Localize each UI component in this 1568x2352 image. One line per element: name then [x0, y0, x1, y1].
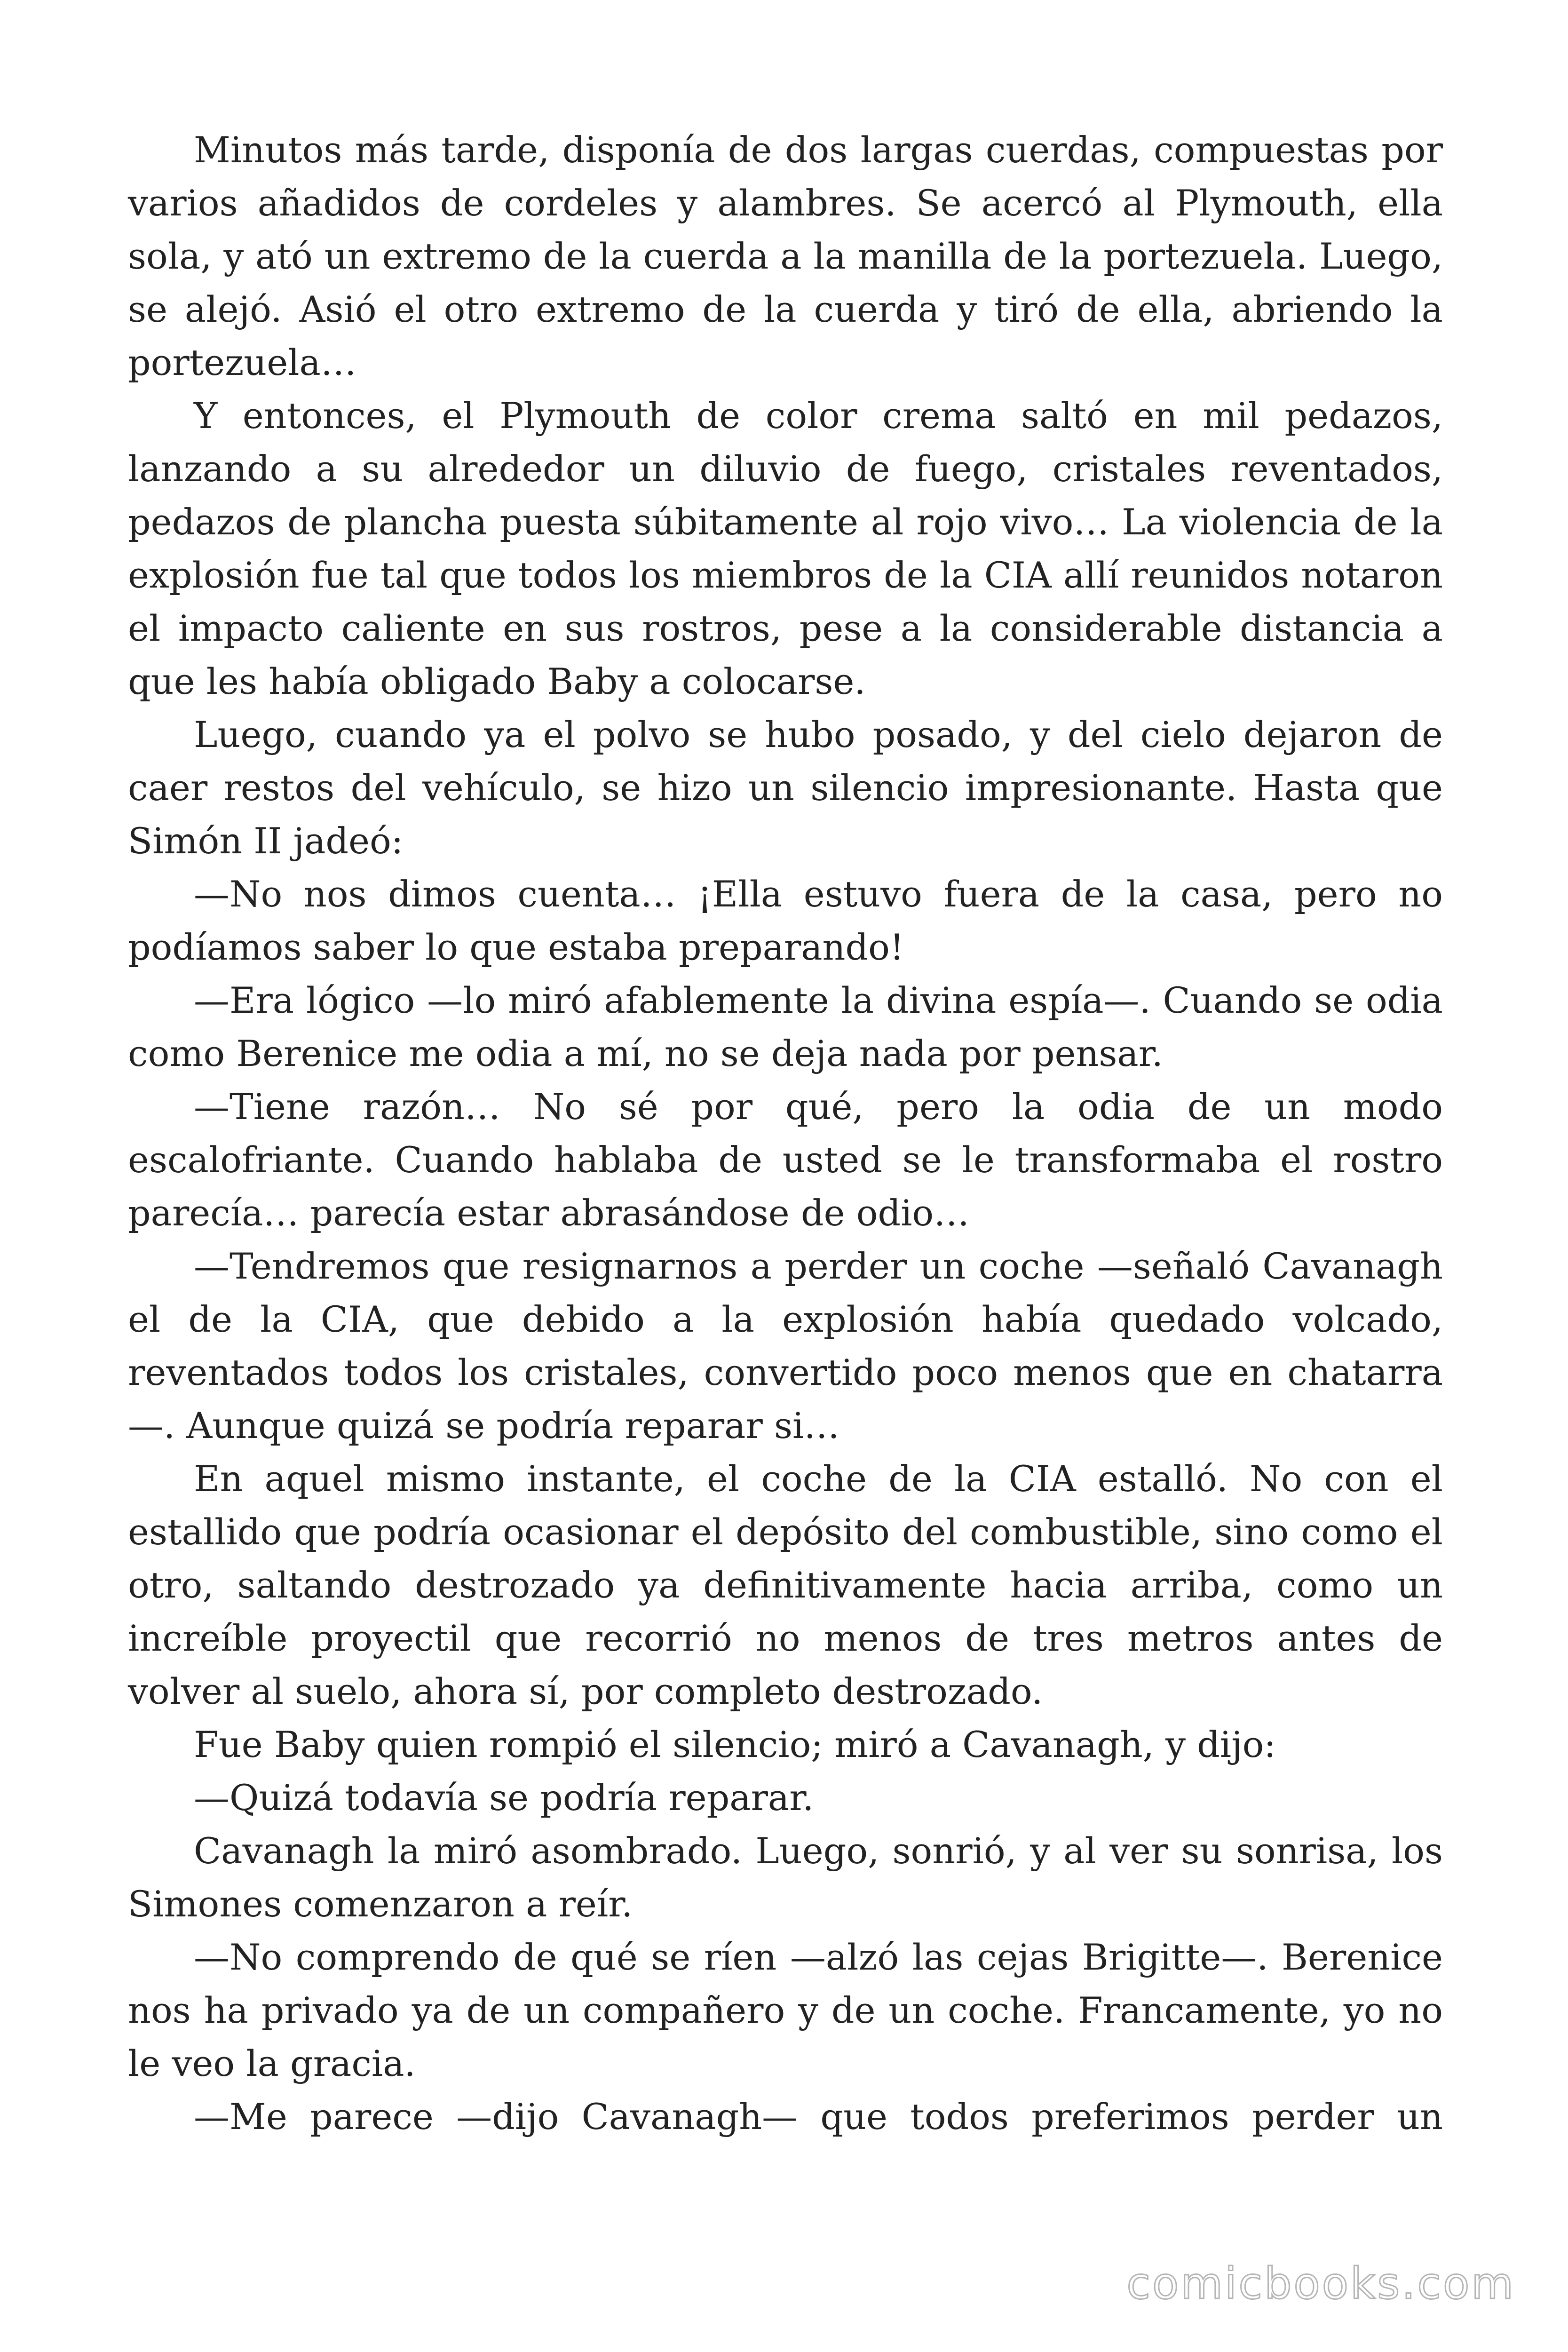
page-body [128, 123, 1443, 2143]
paragraph: —Era lógico —lo miró afablemente la divina espía—. Cuando se odia como Berenice me odia a mí, no se deja nada por pensar. [128, 979, 1443, 1074]
paragraph: Luego, cuando ya el polvo se hubo posado, y del cielo dejaron de caer restos del vehículo, se hizo un silencio impresionante. Hasta que Simón II jadeó: [128, 714, 1443, 862]
paragraph: —Tendremos que resignarnos a perder un coche —señaló Cavanagh el de la CIA, que debido a la explosión había quedado volcado, reventados todos los cristales, convertido poco menos que en chatarra—. Aunque quizá se podría reparar si… [128, 1245, 1443, 1446]
paragraph: En aquel mismo instante, el coche de la CIA estalló. No con el estallido que podría ocasionar el depósito del combustible, sino como el otro, saltando destrozado ya definitivamente hacia arriba, como un increíble proyectil que recorrió no menos de tres metros antes de volver al suelo, ahora sí, por completo destrozado. [128, 1458, 1443, 1712]
paragraph: —No nos dimos cuenta… ¡Ella estuvo fuera de la casa, pero no podíamos saber lo que estaba preparando! [128, 873, 1443, 968]
paragraph: —Tiene razón… No sé por qué, pero la odia de un modo escalofriante. Cuando hablaba de usted se le transformaba el rostro parecía… parecía estar abrasándose de odio… [128, 1086, 1443, 1234]
paragraph: —Quizá todavía se podría reparar. [194, 1777, 814, 1819]
paragraph-last: —Me parece —dijo Cavanagh— que todos preferimos perder un [194, 2096, 1443, 2137]
watermark: comicbooks.com [1126, 2258, 1515, 2309]
paragraph: Minutos más tarde, disponía de dos largas cuerdas, compuestas por varios añadidos de cordeles y alambres. Se acercó al Plymouth, ella sola, y ató un extremo de la cuerda a la manilla de la portezuela. Luego, se alejó. Asió el otro extremo de la cuerda y tiró de ella, abriendo la portezuela… [128, 129, 1443, 383]
paragraph: Y entonces, el Plymouth de color crema saltó en mil pedazos, lanzando a su alrededor un diluvio de fuego, cristales reventados, pedazos de plancha puesta súbitamente al rojo vivo… La violencia de la explosión fue tal que todos los miembros de la CIA allí reunidos notaron el impacto caliente en sus rostros, pese a la considerable distancia a que les había obligado Baby a colocarse. [128, 395, 1443, 702]
paragraph: Fue Baby quien rompió el silencio; miró a Cavanagh, y dijo: [194, 1724, 1276, 1765]
paragraph: —No comprendo de qué se ríen —alzó las cejas Brigitte—. Berenice nos ha privado ya de un compañero y de un coche. Francamente, yo no le veo la gracia. [128, 1936, 1443, 2084]
paragraph: Cavanagh la miró asombrado. Luego, sonrió, y al ver su sonrisa, los Simones comenzaron a reír. [128, 1830, 1443, 1925]
